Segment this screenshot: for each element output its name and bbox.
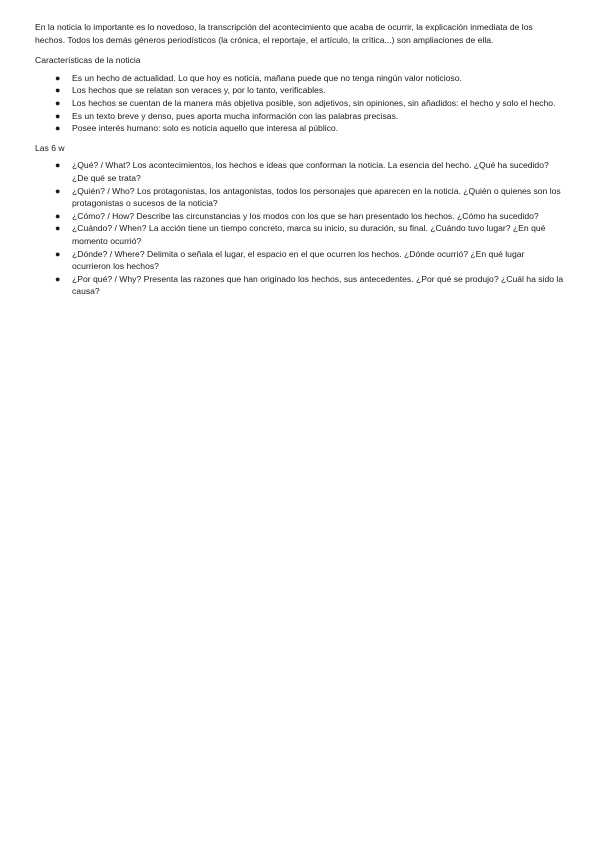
list-item-text: ¿Por qué? / Why? Presenta las razones que han originado los hechos, sus antecedentes. ¿Por qué se produjo? ¿Cuál ha sido la causa? — [72, 273, 564, 297]
list-item — [35, 248, 565, 273]
document-page — [35, 21, 565, 305]
list-item — [35, 72, 565, 85]
list-item — [35, 222, 565, 247]
list-item-text: ¿Dónde? / Where? Delimita o señala el lugar, el espacio en el que ocurren los hechos. ¿Dónde ocurrió? ¿En qué lugar ocurrieron los hechos? — [72, 248, 525, 272]
list-item-text: Los hechos se cuentan de la manera más objetiva posible, son adjetivos, sin opiniones, sin añadidos: el hecho y solo el hecho. — [72, 97, 556, 108]
list-item-text: ¿Qué? / What? Los acontecimientos, los hechos e ideas que conforman la noticia. La esencia del hecho. ¿Qué ha sucedido? ¿De qué se trata? — [72, 160, 549, 183]
section-heading-caracteristicas: Características de la noticia — [35, 55, 141, 66]
bullet-icon: ● — [55, 210, 61, 221]
bullet-icon: ● — [55, 72, 61, 83]
list-item — [35, 273, 565, 298]
bullet-icon: ● — [55, 123, 61, 134]
list-item-text: ¿Quién? / Who? Los protagonistas, los antagonistas, todos los personajes que aparecen en la noticia. ¿Quién o quienes son los protagonistas o sucesos de la noticia? — [72, 185, 561, 209]
seis-w-list — [35, 159, 565, 298]
bullet-icon: ● — [55, 223, 61, 234]
list-item — [35, 110, 565, 123]
list-item — [35, 159, 565, 184]
list-item — [35, 97, 565, 110]
list-item — [35, 122, 565, 135]
bullet-icon: ● — [55, 160, 61, 171]
section-heading-seis-w: Las 6 w — [35, 142, 65, 153]
list-item-text: ¿Cómo? / How? Describe las circunstancias y los modos con los que se han presentado los hechos. ¿Cómo ha sucedido? — [72, 210, 539, 221]
bullet-icon: ● — [55, 273, 61, 284]
list-item-text: Posee interés humano: solo es noticia aquello que interesa al público. — [72, 123, 339, 134]
list-item-text: Es un hecho de actualidad. Lo que hoy es noticia, mañana puede que no tenga ningún valor noticioso. — [72, 72, 462, 83]
bullet-icon: ● — [55, 85, 61, 96]
bullet-icon: ● — [55, 110, 61, 121]
bullet-icon: ● — [55, 185, 61, 196]
list-item-text: Los hechos que se relatan son veraces y, por lo tanto, verificables. — [72, 85, 326, 96]
list-item — [35, 210, 565, 223]
list-item — [35, 84, 565, 97]
caracteristicas-list — [35, 72, 565, 135]
list-item — [35, 185, 565, 210]
list-item-text: ¿Cuándo? / When? La acción tiene un tiempo concreto, marca su inicio, su duración, su final. ¿Cuándo tuvo lugar? ¿En qué momento ocurrió? — [72, 223, 546, 246]
intro-paragraph: En la noticia lo importante es lo novedoso, la transcripción del acontecimiento que acaba de ocurrir, la explicación inmediata de los hechos. Todos los demás géneros periodísticos (la crónica, el reportaje, el artículo, la crítica...) son ampliaciones de ella. — [35, 22, 533, 45]
list-item-text: Es un texto breve y denso, pues aporta mucha información con las palabras precisas. — [72, 110, 399, 121]
bullet-icon: ● — [55, 97, 61, 108]
bullet-icon: ● — [55, 248, 61, 259]
